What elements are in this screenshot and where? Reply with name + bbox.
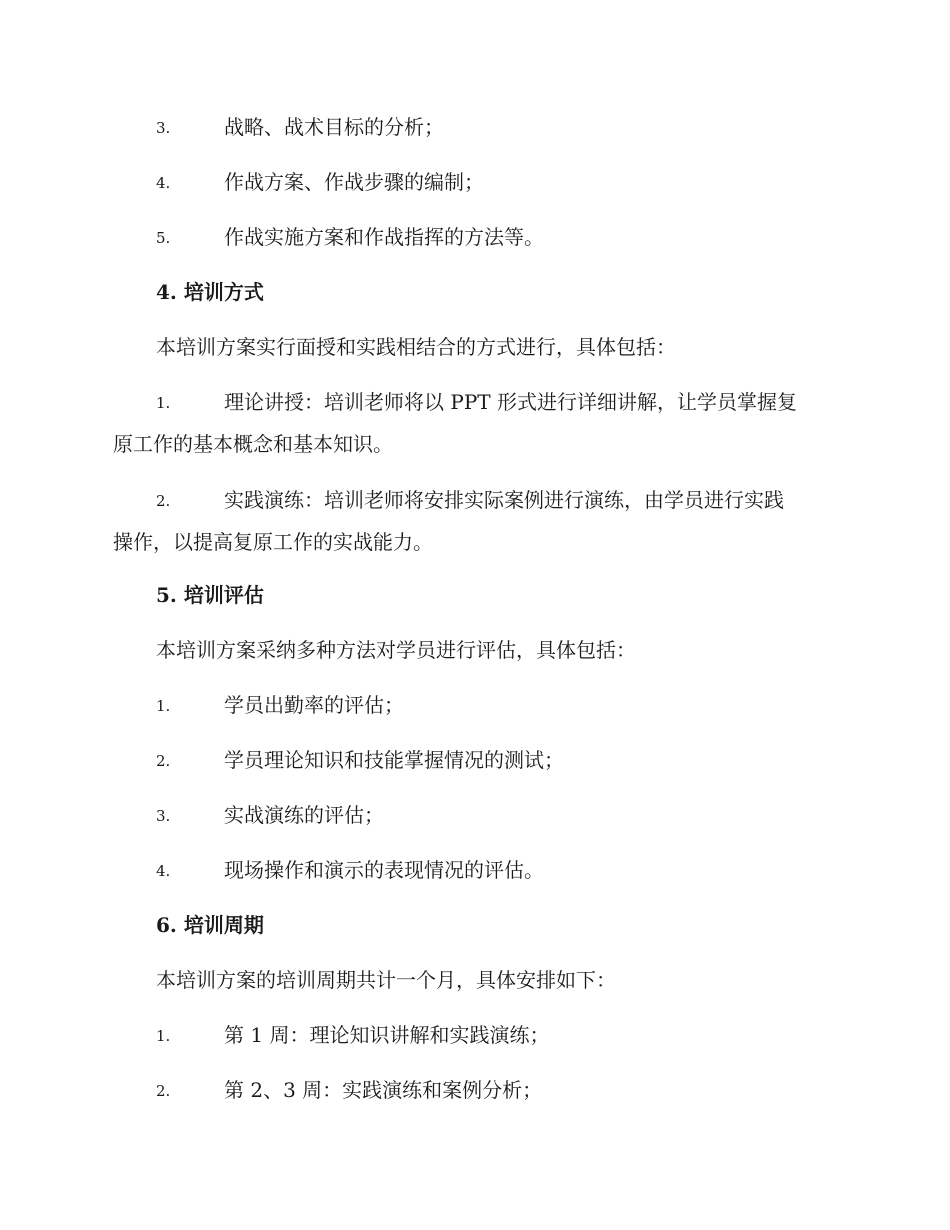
- list-item-text-continued: 原工作的基本概念和基本知识。: [113, 432, 393, 456]
- list-item-text: 第 1 周：理论知识讲解和实践演练；: [224, 1023, 550, 1047]
- list-number: 3.: [156, 119, 171, 137]
- list-item-text: 作战方案、作战步骤的编制；: [224, 170, 484, 194]
- paragraph: 本培训方案采纳多种方法对学员进行评估，具体包括：: [156, 638, 636, 662]
- list-item-text-continued: 操作，以提高复原工作的实战能力。: [113, 530, 433, 554]
- list-number: 2.: [156, 752, 171, 770]
- section-heading: 6. 培训周期: [156, 913, 264, 937]
- paragraph: 本培训方案实行面授和实践相结合的方式进行，具体包括：: [156, 335, 676, 359]
- list-number: 1.: [156, 1027, 171, 1045]
- section-heading: 4. 培训方式: [156, 280, 264, 304]
- list-number: 3.: [156, 807, 171, 825]
- list-item-text: 学员理论知识和技能掌握情况的测试；: [224, 748, 564, 772]
- list-number: 1.: [156, 394, 171, 412]
- list-number: 4.: [156, 174, 171, 192]
- list-number: 1.: [156, 697, 171, 715]
- list-number: 2.: [156, 492, 171, 510]
- section-heading: 5. 培训评估: [156, 583, 264, 607]
- paragraph: 本培训方案的培训周期共计一个月，具体安排如下：: [156, 968, 616, 992]
- list-item-text: 战略、战术目标的分析；: [224, 115, 444, 139]
- list-item-text: 作战实施方案和作战指挥的方法等。: [224, 225, 544, 249]
- list-item-text: 学员出勤率的评估；: [224, 693, 404, 717]
- list-item-text: 第 2、3 周：实践演练和案例分析；: [224, 1078, 543, 1102]
- list-number: 2.: [156, 1082, 171, 1100]
- list-item-text: 理论讲授：培训老师将以 PPT 形式进行详细讲解，让学员掌握复: [224, 390, 797, 414]
- list-number: 5.: [156, 229, 171, 247]
- list-item-text: 现场操作和演示的表现情况的评估。: [224, 858, 544, 882]
- list-number: 4.: [156, 862, 171, 880]
- list-item-text: 实战演练的评估；: [224, 803, 384, 827]
- list-item-text: 实践演练：培训老师将安排实际案例进行演练，由学员进行实践: [224, 488, 784, 512]
